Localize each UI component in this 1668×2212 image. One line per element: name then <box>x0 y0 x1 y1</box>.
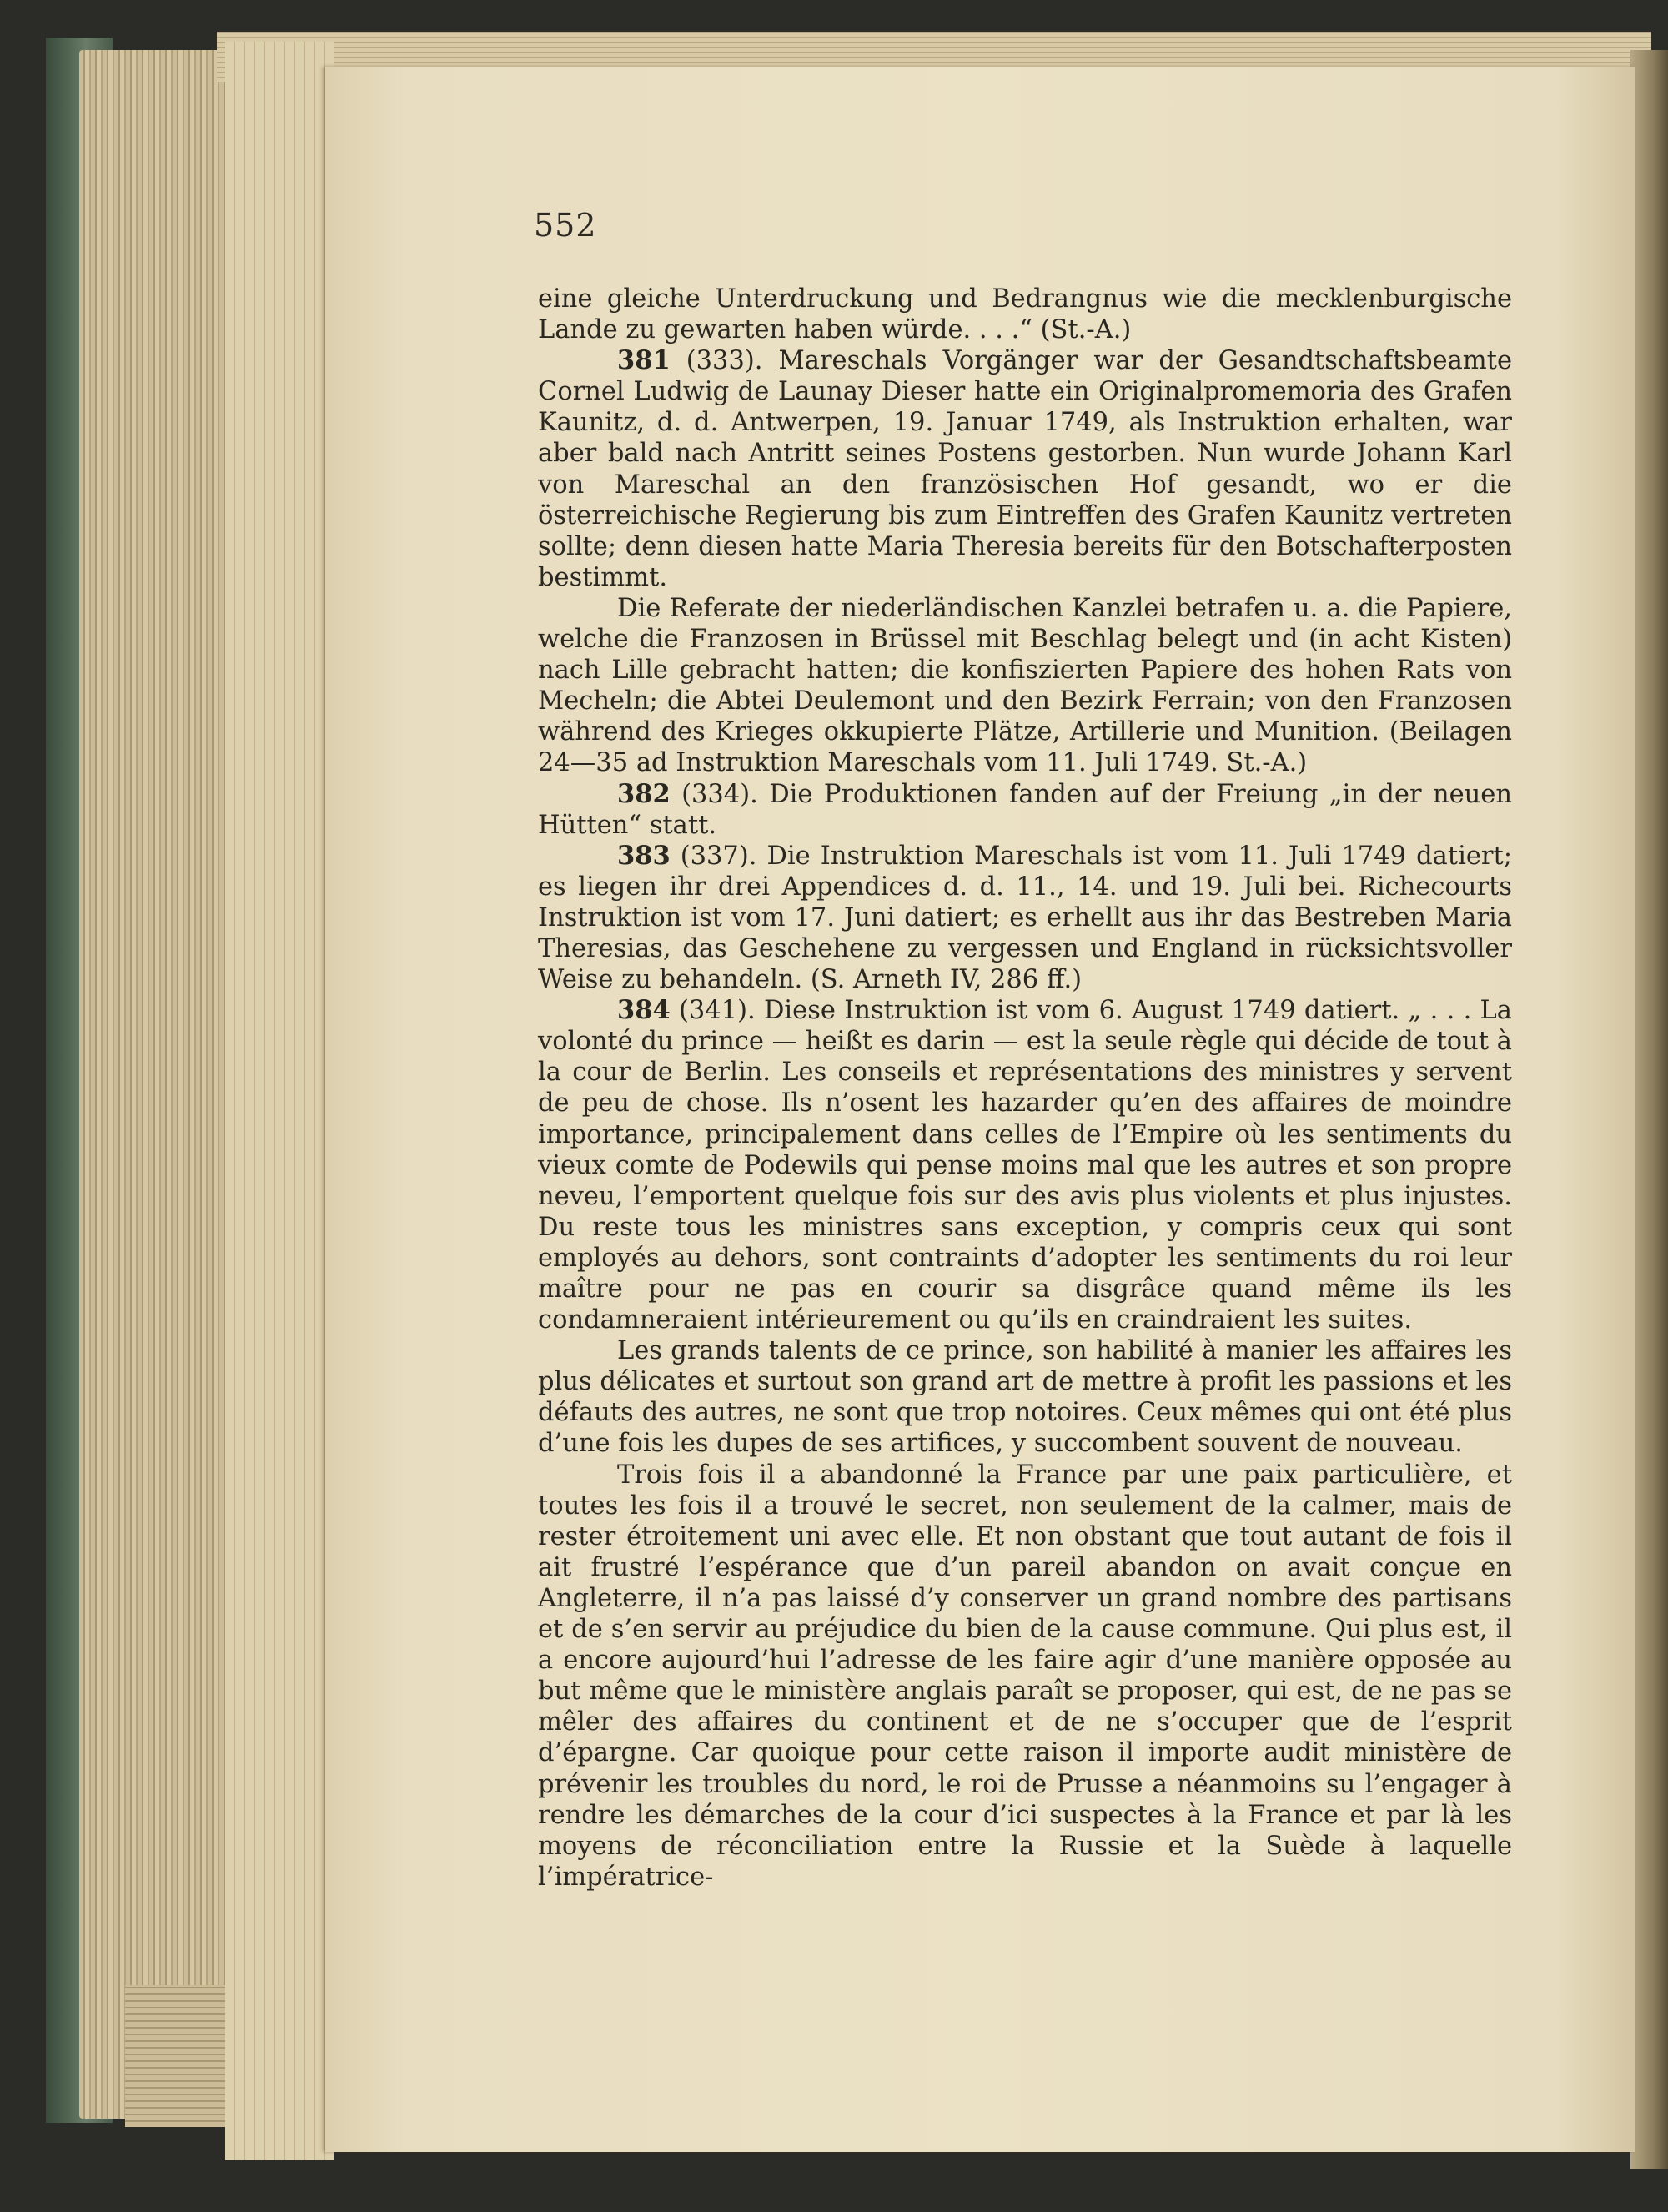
page-text <box>538 284 1512 1893</box>
footnote-383 <box>538 841 1512 995</box>
page-edges-lower <box>125 1985 234 2127</box>
footnote-number: 381 <box>617 345 671 376</box>
paragraph-text: (341). Diese Instruktion ist vom 6. August 1749 datiert. „ . . . La volonté du prince — heißt es darin — est la seule règle qui décide de tout à la cour de Berlin. Les conseils et représentations des ministres y servent de peu de chose. Ils n’osent les hazarder qu’en des affaires de moindre importance, principalement dans celles de l’Empire où les sentiments du vieux comte de Podewils qui pense moins mal que les autres et son propre neveu, l’emportent quelque fois sur des avis plus violents et plus injustes. Du reste tous les ministres sans exception, y compris ceux qui sont employés au dehors, sont contraints d’adopter les sentiments du roi leur maître pour ne pas en courir sa disgrâce quand même ils les condamneraient intérieurement ou qu’ils en craindraient les suites. <box>538 996 1512 1335</box>
page-number: 552 <box>534 207 597 244</box>
paragraph-text: Trois fois il a abandonné la France par une paix particulière, et toutes les fois il a trouvé le secret, non seulement de la calmer, mais de rester étroitement uni avec elle. Et non obstant que tout autant de fois il ait frustré l’espérance que d’un pareil abandon on avait conçue en Angleterre, il n’a pas laissé d’y conserver un grand nombre des partisans et de s’en servir au préjudice du bien de la cause commune. Qui plus est, il a encore aujourd’hui l’adresse de les faire agir d’une manière opposée au but même que le ministère anglais paraît se proposer, qui est, de ne pas se mêler des affaires du continent et de ne s’occuper que de l’esprit d’épargne. Car quoique pour cette raison il importe audit ministère de prévenir les troubles du nord, le roi de Prusse a néanmoins su l’engager à rendre les démarches de la cour d’ici suspectes à la France et par là les moyens de réconciliation entre la Russie et la Suède à laquelle l’impératrice- <box>538 1460 1512 1892</box>
paragraph-text: Les grands talents de ce prince, son habilité à manier les affaires les plus délicates et surtout son grand art de mettre à profit les passions et les défauts des autres, ne sont que trop notoires. Ceux mêmes qui ont été plus d’une fois les dupes de ses artifices, y succombent souvent de nouveau. <box>538 1336 1512 1459</box>
paragraph-text: (337). Die Instruktion Mareschals ist vom 11. Juli 1749 datiert; es liegen ihr drei Appendices d. d. 11., 14. und 19. Juli bei. Richecourts Instruktion ist vom 17. Juni datiert; es erhellt aus ihr das Bestreben Maria Theresias, das Geschehene zu vergessen und England in rücksichtsvoller Weise zu behandeln. (S. Arneth IV, 286 ff.) <box>538 841 1512 995</box>
footnote-number: 382 <box>617 778 671 809</box>
footnote-381 <box>538 345 1512 593</box>
page-edges-right <box>1630 50 1668 2169</box>
paragraph-text: (334). Die Produktionen fanden auf der Freiung „in der neuen Hütten“ statt. <box>538 779 1512 840</box>
footnote-384-paragraph-3 <box>538 1460 1512 1893</box>
footnote-number: 384 <box>617 995 671 1026</box>
paragraph-continuation <box>538 284 1512 345</box>
footnote-number: 383 <box>617 840 671 871</box>
footnote-384-paragraph-2 <box>538 1335 1512 1459</box>
footnote-384 <box>538 995 1512 1335</box>
paragraph-text: Die Referate der niederländischen Kanzlei betrafen u. a. die Papiere, welche die Franzosen in Brüssel mit Beschlag belegt und (in acht Kisten) nach Lille gebracht hatten; die konfiszierten Papiere des hohen Rats von Mecheln; die Abtei Deulemont und den Bezirk Ferrain; von den Franzosen während des Krieges okkupierte Plätze, Artillerie und Munition. (Beilagen 24—35 ad Instruktion Mareschals vom 11. Juli 1749. St.-A.) <box>538 593 1512 778</box>
footnote-381-paragraph-2 <box>538 593 1512 779</box>
footnote-382 <box>538 779 1512 841</box>
paragraph-text: (333). Mareschals Vorgänger war der Gesandtschaftsbeamte Cornel Ludwig de Launay Dieser hatte ein Originalpromemoria des Grafen Kaunitz, d. d. Antwerpen, 19. Januar 1749, als Instruktion erhalten, war aber bald nach Antritt seines Postens gestorben. Nun wurde Johann Karl von Mareschal an den französischen Hof gesandt, wo er die österreichische Regierung bis zum Eintreffen des Grafen Kaunitz vertreten sollte; denn diesen hatte Maria Theresia bereits für den Botschafterposten bestimmt. <box>538 346 1512 592</box>
page-stack <box>225 42 334 2160</box>
page-edges-left <box>79 50 229 2119</box>
paragraph-text: eine gleiche Unterdruckung und Bedrangnus wie die mecklenburgische Lande zu gewarten haben würde. . . .“ (St.-A.) <box>538 284 1512 345</box>
